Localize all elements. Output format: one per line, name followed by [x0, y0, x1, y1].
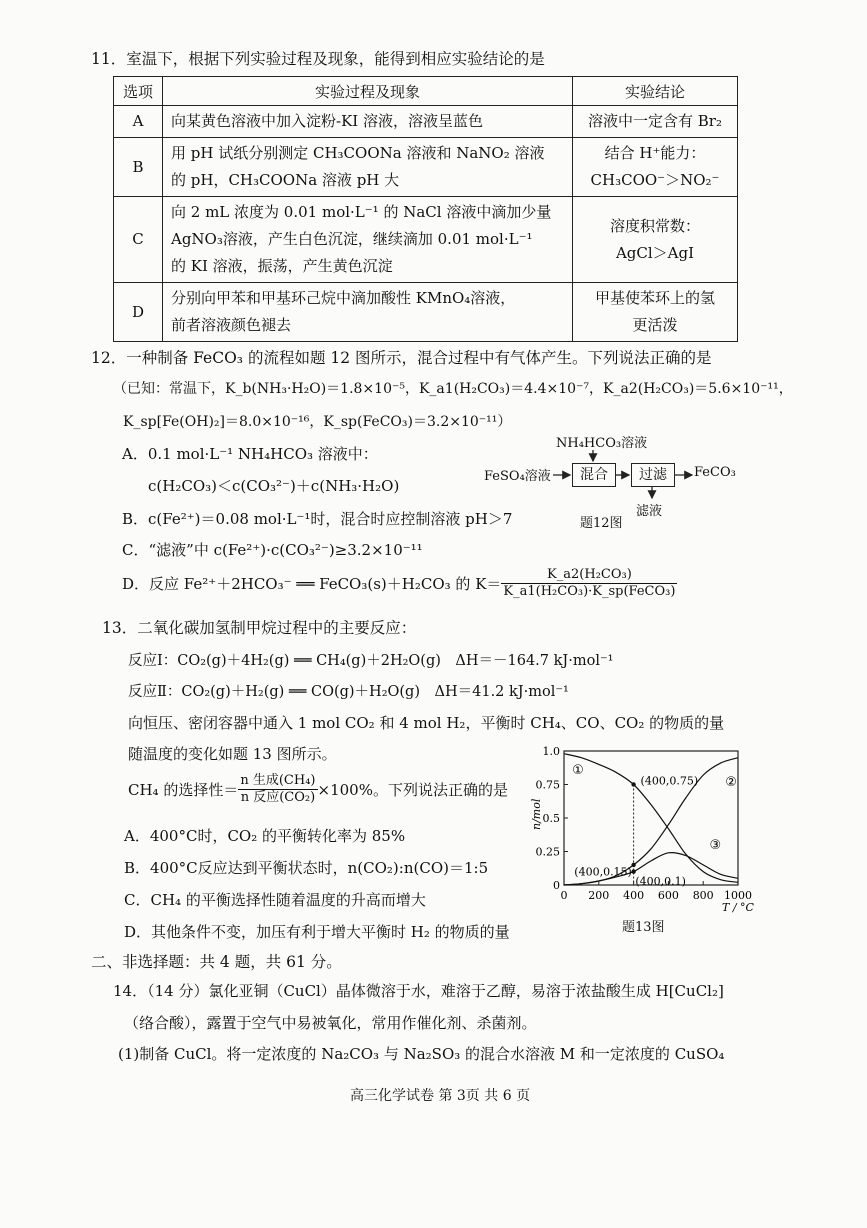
q13-option-b: B．400°C反应达到平衡状态时，n(CO₂):n(CO)＝1:5 [124, 859, 489, 877]
flow-box-mix: 混合 [572, 463, 616, 487]
q13-reaction-2: 反应Ⅱ：CO₂(g)＋H₂(g) ══ CO(g)＋H₂O(g) ΔH＝41.2 kJ·mol⁻¹ [128, 684, 569, 700]
flow-left-reagent: FeSO₄溶液 [484, 469, 551, 484]
page-footer: 高三化学试卷 第 3页 共 6 页 [350, 1088, 531, 1104]
header-conclusion: 实验结论 [573, 77, 738, 106]
x-tick-label: 600 [657, 889, 679, 902]
q14-line-2: （络合酸），露置于空气中易被氧化，常用作催化剂、杀菌剂。 [124, 1014, 537, 1032]
option-label: B [114, 138, 163, 197]
option-label: A [114, 106, 163, 138]
conclusion-cell: 溶液中一定含有 Br₂ [573, 106, 738, 138]
process-cell: 分别向甲苯和甲基环己烷中滴加酸性 KMnO₄溶液， 前者溶液颜色褪去 [163, 283, 573, 342]
section-2-heading: 二、非选择题：共 4 题，共 61 分。 [91, 953, 342, 971]
x-tick-label: 800 [692, 889, 714, 902]
header-process: 实验过程及现象 [163, 77, 573, 106]
annotation-label: (400,0.15) [574, 865, 632, 879]
x-tick-label: 1000 [724, 889, 752, 902]
q12-known-line2: K_sp[Fe(OH)₂]＝8.0×10⁻¹⁶，K_sp(FeCO₃)＝3.2×10⁻¹¹） [123, 414, 512, 430]
header-option: 选项 [114, 77, 163, 106]
q13-option-c: C．CH₄ 的平衡选择性随着温度的升高而增大 [124, 891, 426, 909]
flow-arrows [0, 0, 867, 600]
x-tick-label: 400 [623, 889, 645, 902]
series-label-1: ① [572, 762, 584, 778]
annotation-point [631, 782, 635, 786]
flow-filtrate: 滤液 [636, 504, 663, 519]
process-cell: 向 2 mL 浓度为 0.01 mol·L⁻¹ 的 NaCl 溶液中滴加少量 AgNO₃溶液，产生白色沉淀，继续滴加 0.01 mol·L⁻¹ 的 KI 溶液，振荡，产生黄色沉淀 [163, 197, 573, 283]
fraction-numerator: n 生成(CH₄) [240, 773, 316, 788]
option-label: C [114, 197, 163, 283]
series-label-3: ③ [709, 837, 722, 853]
q13-stem: 13．二氧化碳加氢制甲烷过程中的主要反应： [102, 619, 417, 637]
chart-caption: 题13图 [622, 920, 665, 935]
q13-option-d: D．其他条件不变，加压有利于增大平衡时 H₂ 的物质的量 [124, 923, 510, 941]
q12-option-d-text: D．反应 Fe²⁺＋2HCO₃⁻ ══ FeCO₃(s)＋H₂CO₃ 的 K＝ [122, 575, 502, 593]
annotation-point [631, 863, 635, 867]
fraction-denominator: n 反应(CO₂) [240, 790, 316, 805]
q12-option-b: B．c(Fe²⁺)＝0.08 mol·L⁻¹时，混合时应控制溶液 pH＞7 [122, 510, 513, 528]
q14-line-1: 14．（14 分）氯化亚铜（CuCl）晶体微溶于水，难溶于乙醇，易溶于浓盐酸生成 H[CuCl₂] [113, 982, 724, 1000]
series-label-2: ② [725, 774, 737, 790]
x-tick-label: 200 [588, 889, 610, 902]
y-tick-label: 0.75 [535, 778, 560, 792]
y-tick-label: 1.0 [542, 745, 560, 758]
selectivity-suffix: ×100%。下列说法正确的是 [317, 781, 508, 799]
annotation-label: (400,0.1) [635, 874, 686, 888]
q12-option-a-expr: c(H₂CO₃)＜c(CO₃²⁻)＋c(NH₃·H₂O) [148, 477, 400, 495]
y-tick-label: 0 [553, 879, 560, 892]
q14-line-3: (1)制备 CuCl。将一定浓度的 Na₂CO₃ 与 Na₂SO₃ 的混合水溶液 M 和一定浓度的 CuSO₄ [118, 1045, 725, 1063]
flow-top-reagent: NH₄HCO₃溶液 [556, 436, 648, 451]
x-tick-label: 0 [560, 889, 568, 902]
flow-product: FeCO₃ [694, 465, 736, 480]
series-line-1 [564, 754, 738, 883]
fraction-numerator: K_a2(H₂CO₃) [501, 567, 677, 584]
selectivity-fraction [238, 773, 317, 806]
q12-stem: 12．一种制备 FeCO₃ 的流程如题 12 图所示，混合过程中有气体产生。下列说法正确的是 [91, 349, 712, 367]
conclusion-cell: 结合 H⁺能力： CH₃COO⁻＞NO₂⁻ [573, 138, 738, 197]
q13-option-a: A．400°C时，CO₂ 的平衡转化率为 85% [124, 827, 406, 845]
process-cell: 用 pH 试纸分别测定 CH₃COONa 溶液和 NaNO₂ 溶液 的 pH，CH₃COONa 溶液 pH 大 [163, 138, 573, 197]
y-tick-label: 0.25 [535, 845, 560, 859]
q11-stem: 11．室温下，根据下列实验过程及现象，能得到相应实验结论的是 [91, 50, 545, 68]
option-label: D [114, 283, 163, 342]
conclusion-cell: 甲基使苯环上的氢 更活泼 [573, 283, 738, 342]
y-axis-label: n/mol [530, 798, 543, 830]
conclusion-cell: 溶度积常数： AgCl＞AgI [573, 197, 738, 283]
q13-selectivity [128, 773, 508, 806]
q13-chart [500, 735, 760, 935]
annotation-label: (400,0.75) [640, 774, 699, 788]
annotation-point [631, 869, 635, 873]
y-tick-label: 0.5 [542, 812, 560, 825]
process-cell: 向某黄色溶液中加入淀粉-KI 溶液，溶液呈蓝色 [163, 106, 573, 138]
q13-desc-2: 随温度的变化如题 13 图所示。 [128, 745, 337, 763]
x-axis-label: T / °C [722, 901, 754, 914]
flow-caption: 题12图 [580, 516, 623, 531]
q13-desc-1: 向恒压、密闭容器中通入 1 mol CO₂ 和 4 mol H₂，平衡时 CH₄、CO、CO₂ 的物质的量 [128, 714, 725, 732]
q12-option-a: A．0.1 mol·L⁻¹ NH₄HCO₃ 溶液中： [122, 445, 378, 463]
selectivity-label: CH₄ 的选择性＝ [128, 781, 239, 799]
q12-known-line1: （已知：常温下，K_b(NH₃·H₂O)＝1.8×10⁻⁵，K_a1(H₂CO₃)＝4.4×10⁻⁷，K_a2(H₂CO₃)＝5.6×10⁻¹¹， [113, 381, 793, 397]
q12-option-c: C．“滤液”中 c(Fe²⁺)·c(CO₃²⁻)≥3.2×10⁻¹¹ [122, 541, 423, 559]
flow-box-filter: 过滤 [631, 463, 675, 487]
q13-reaction-1: 反应Ⅰ：CO₂(g)＋4H₂(g) ══ CH₄(g)＋2H₂O(g) ΔH＝－164.7 kJ·mol⁻¹ [128, 653, 614, 669]
fraction-denominator: K_a1(H₂CO₃)·K_sp(FeCO₃) [503, 584, 676, 599]
